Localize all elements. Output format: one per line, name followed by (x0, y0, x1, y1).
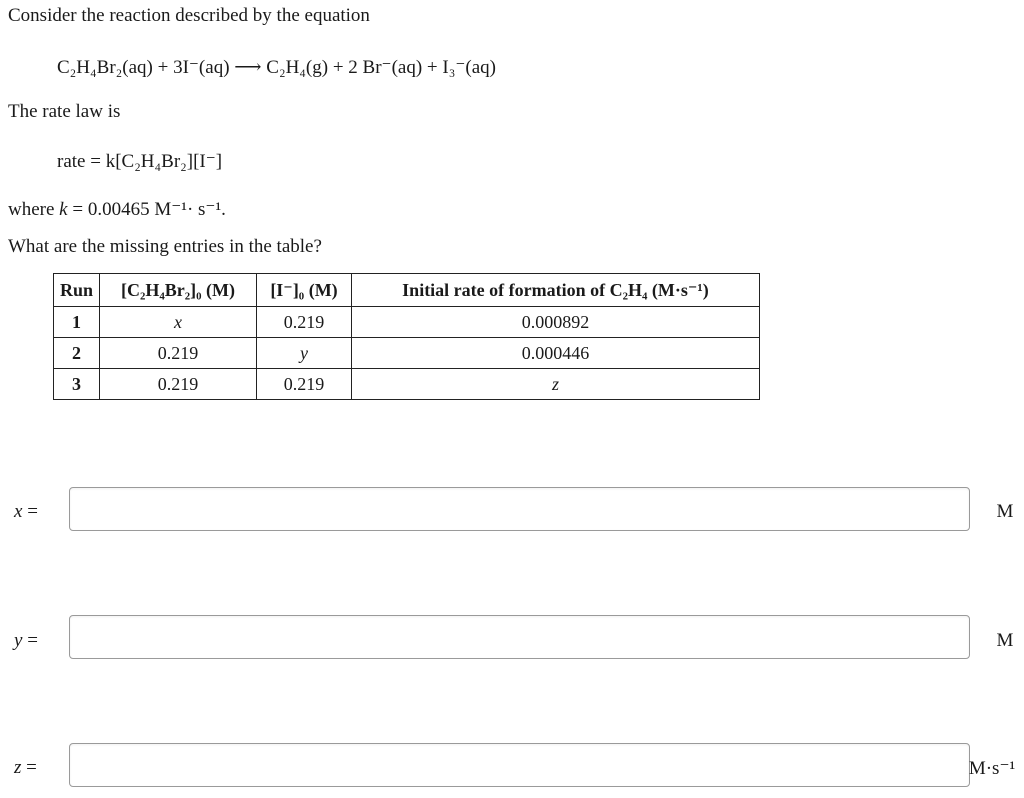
table-row (54, 307, 760, 338)
z-variable: z (14, 757, 22, 778)
header-initial-rate: Initial rate of formation of C₂H₄ (M·s⁻¹) (352, 274, 760, 307)
x-answer-input[interactable] (69, 487, 970, 531)
product-bromide: Br⁻(aq) (362, 57, 423, 78)
run-number: 2 (54, 338, 100, 369)
run-number: 1 (54, 307, 100, 338)
cell-rate: 0.000892 (352, 307, 760, 338)
reactant-iodide: I⁻(aq) (182, 57, 230, 78)
cell-unknown-x: x (100, 307, 257, 338)
cell-unknown-y: y (257, 338, 352, 369)
k-value: 0.00465 (87, 199, 150, 220)
cell-unknown-z: z (352, 369, 760, 400)
y-answer-input[interactable] (69, 615, 970, 659)
run-number: 3 (54, 369, 100, 400)
z-answer-input[interactable] (69, 743, 970, 787)
cell-rate: 0.000446 (352, 338, 760, 369)
k-units: M⁻¹· s⁻¹. (154, 199, 226, 220)
equals-sign: = (26, 757, 37, 778)
product-triiodide: I₃⁻(aq) (442, 57, 496, 78)
iodide-coefficient: 3 (173, 57, 183, 78)
z-label (14, 757, 37, 779)
cell-dibromoethane: 0.219 (100, 369, 257, 400)
intro-text: Consider the reaction described by the equation (8, 5, 370, 26)
where-text: where (8, 199, 55, 220)
plus-sign: + (332, 57, 344, 78)
bromide-coefficient: 2 (348, 57, 358, 78)
cell-iodide: 0.219 (257, 369, 352, 400)
product-ethylene: C₂H₄(g) (266, 57, 329, 78)
table-row (54, 338, 760, 369)
question-text: What are the missing entries in the table? (8, 236, 322, 257)
table-row (54, 369, 760, 400)
x-variable: x (14, 501, 23, 522)
rate-constant-line (8, 198, 226, 221)
y-unit: M (996, 630, 1014, 651)
equals-sign: = (27, 630, 38, 651)
y-label (14, 630, 38, 652)
k-symbol: k (59, 199, 68, 220)
plus-sign: + (157, 57, 169, 78)
reactant-dibromoethane: C₂H₄Br₂(aq) (57, 57, 153, 78)
cell-iodide: 0.219 (257, 307, 352, 338)
z-unit: M·s⁻¹ (968, 758, 1016, 779)
equals-sign: = (27, 501, 38, 522)
chemical-equation (57, 56, 496, 79)
header-dibromoethane-conc: [C₂H₄Br₂]₀ (M) (100, 274, 257, 307)
rate-law-intro: The rate law is (8, 101, 121, 122)
header-iodide-conc: [I⁻]₀ (M) (257, 274, 352, 307)
data-table (53, 273, 760, 400)
rate-law-expression: rate = k[C₂H₄Br₂][I⁻] (57, 151, 223, 172)
reaction-arrow: ⟶ (234, 57, 262, 78)
header-run: Run (54, 274, 100, 307)
equals-sign: = (72, 199, 84, 220)
x-unit: M (996, 501, 1014, 522)
cell-dibromoethane: 0.219 (100, 338, 257, 369)
table-header-row (54, 274, 760, 307)
plus-sign: + (426, 57, 438, 78)
x-label (14, 501, 38, 523)
y-variable: y (14, 630, 23, 651)
